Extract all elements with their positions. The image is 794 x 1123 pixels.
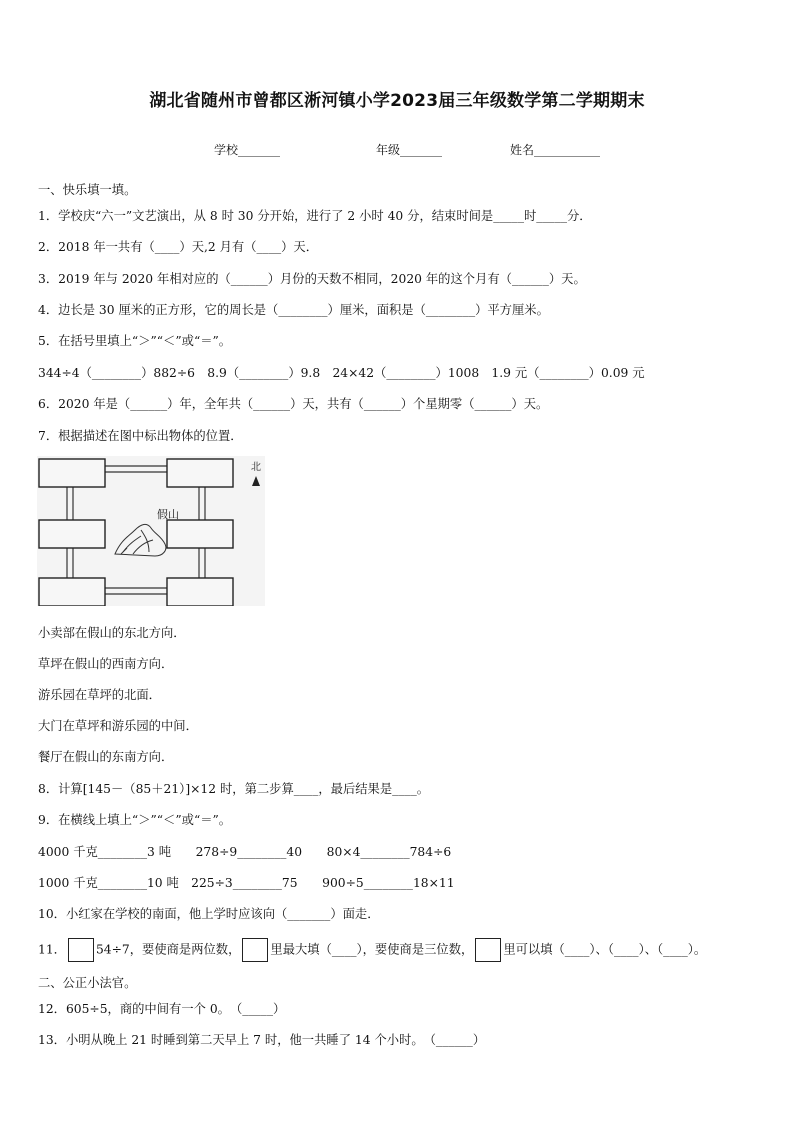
question-13: 13．小明从晚上 21 时睡到第二天早上 7 时，他一共睡了 14 个小时。 （______） xyxy=(38,1033,486,1047)
grade-field: 年级_______ xyxy=(376,143,443,157)
question-9-row-2: 1000 千克________10 吨 225÷3________75 900÷5________18×11 xyxy=(38,876,455,890)
answer-box-1 xyxy=(68,938,94,962)
north-label: 北 xyxy=(251,462,261,473)
question-4: 4．边长是 30 厘米的正方形，它的周长是（________）厘米，面积是（________）平方厘米。 xyxy=(38,303,549,317)
description-1: 小卖部在假山的东北方向． xyxy=(38,626,186,640)
question-2: 2．2018 年一共有（____）天,2 月有（____）天． xyxy=(38,240,319,254)
page-title: 湖北省随州市曾都区淅河镇小学2023届三年级数学第二学期期末 xyxy=(149,91,645,111)
map-box-bottom-left xyxy=(39,578,105,606)
school-field: 学校_______ xyxy=(214,143,281,157)
question-7: 7．根据描述在图中标出物体的位置． xyxy=(38,429,243,443)
question-11-part-2: 里最大填（____），要使商是三位数， xyxy=(270,942,474,957)
position-map xyxy=(37,456,265,606)
description-3: 游乐园在草坪的北面． xyxy=(38,688,161,702)
rockery-label: 假山 xyxy=(157,508,179,521)
description-5: 餐厅在假山的东南方向． xyxy=(38,750,174,764)
map-box-bottom-right xyxy=(167,578,233,606)
question-11-number: 11． xyxy=(38,942,66,957)
question-9: 9．在横线上填上“＞”“＜”或“＝”。 xyxy=(38,813,232,827)
question-8: 8．计算[145－（85＋21）]×12 时，第二步算____，最后结果是____。 xyxy=(38,782,430,796)
question-11 xyxy=(38,938,706,962)
description-4: 大门在草坪和游乐园的中间． xyxy=(38,719,198,733)
map-box-top-left xyxy=(39,459,105,487)
section-two-heading: 二、公正小法官。 xyxy=(38,976,137,990)
question-11-part-1: 54÷7，要使商是两位数， xyxy=(95,942,241,957)
question-3: 3．2019 年与 2020 年相对应的（______）月份的天数不相同，2020 年的这个月有（______）天。 xyxy=(38,272,586,286)
answer-box-2 xyxy=(242,938,268,962)
map-box-top-right xyxy=(167,459,233,487)
question-6: 6．2020 年是（______）年，全年共（______）天，共有（______）个星期零（______）天。 xyxy=(38,397,549,411)
answer-box-3 xyxy=(475,938,501,962)
map-box-middle-right xyxy=(167,520,233,548)
question-10: 10．小红家在学校的南面，他上学时应该向（_______）面走． xyxy=(38,907,380,921)
question-12: 12．605÷5，商的中间有一个 0。 （_____） xyxy=(38,1002,286,1016)
map-box-middle-left xyxy=(39,520,105,548)
question-5: 5．在括号里填上“＞”“＜”或“＝”。 xyxy=(38,334,232,348)
description-2: 草坪在假山的西南方向． xyxy=(38,657,174,671)
name-field: 姓名___________ xyxy=(510,143,601,157)
question-5-items: 344÷4（________）882÷6 8.9（________）9.8 24×42（________）1008 1.9 元（________）0.09 元 xyxy=(38,366,645,380)
question-11-part-3: 里可以填（____）、（____）、（____）。 xyxy=(503,942,707,957)
section-one-heading: 一、快乐填一填。 xyxy=(38,183,137,197)
question-9-row-1: 4000 千克________3 吨 278÷9________40 80×4________784÷6 xyxy=(38,845,452,859)
question-1: 1．学校庆“六一”文艺演出，从 8 时 30 分开始，进行了 2 小时 40 分，结束时间是_____时_____分． xyxy=(38,209,592,223)
